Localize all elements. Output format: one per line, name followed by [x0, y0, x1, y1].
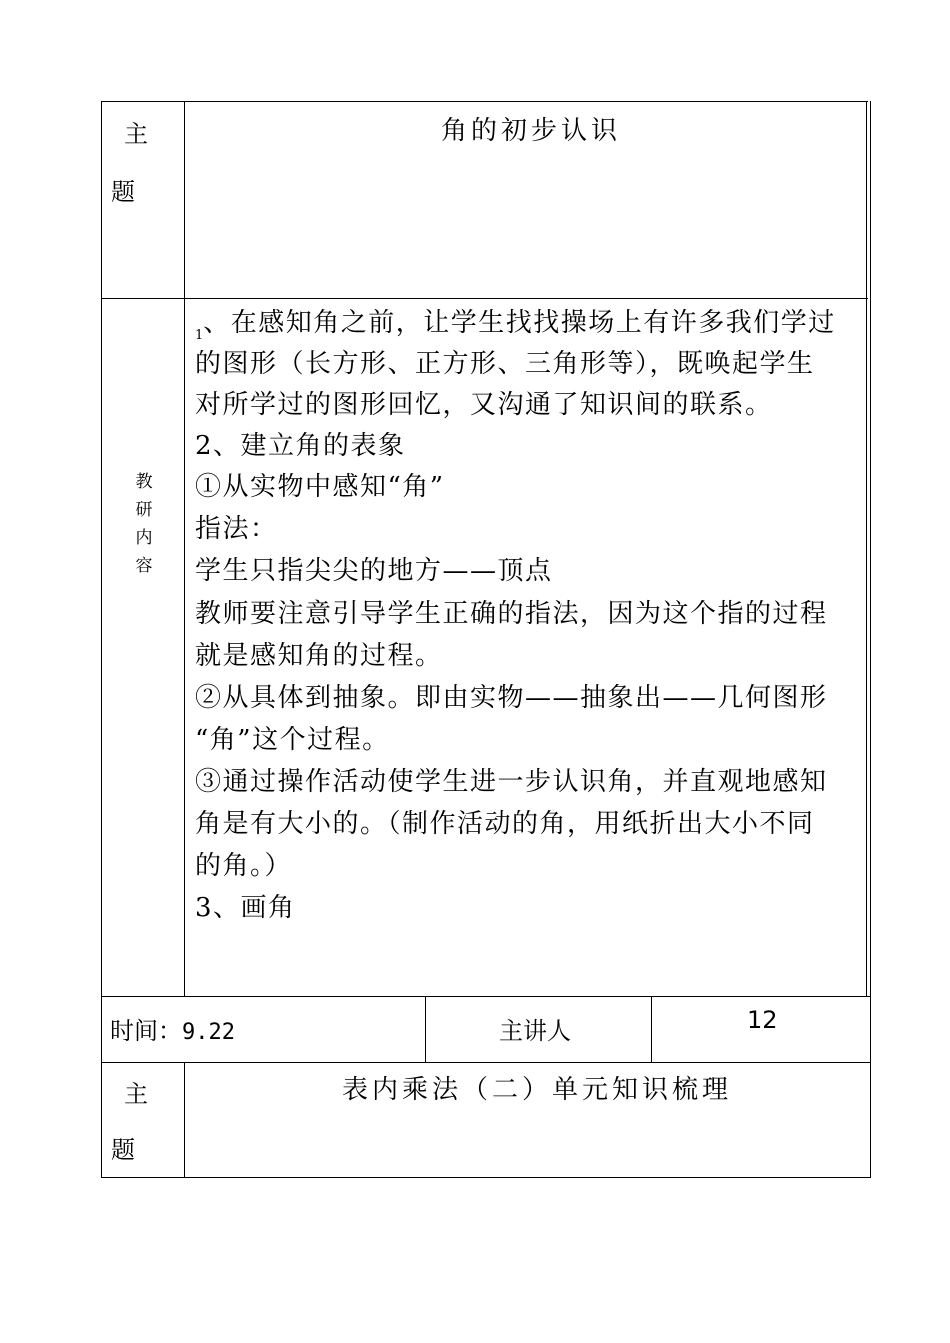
table-border-top [101, 101, 868, 102]
label-column-divider-bottom [184, 1062, 185, 1178]
time-speaker-divider [425, 996, 426, 1063]
content-line: ①从实物中感知“角” [195, 472, 445, 502]
content-line: 角是有大小的。（制作活动的角，用纸折出大小不同 [195, 809, 815, 839]
topic-label-bottom-2: 题 [111, 1136, 135, 1164]
topic-label-top-2: 主 [124, 1080, 148, 1108]
content-line: 学生只指尖尖的地方——顶点 [195, 556, 553, 586]
content-line: 3、画角 [195, 893, 296, 923]
research-content-label [130, 468, 158, 580]
table-border-bottom [101, 1177, 870, 1178]
content-line: 对所学过的图形回忆，又沟通了知识间的联系。 [195, 390, 773, 420]
research-label-char: 容 [135, 556, 153, 576]
content-line: 教师要注意引导学生正确的指法，因为这个指的过程 [195, 599, 828, 629]
topic-title-2: 表内乘法（二）单元知识梳理 [342, 1075, 733, 1105]
content-line: “角”这个过程。 [195, 725, 390, 755]
speaker-label: 主讲人 [499, 1017, 571, 1045]
row-divider-time [101, 1062, 870, 1063]
topic-title: 角的初步认识 [441, 116, 622, 146]
time-value: 9.22 [182, 1020, 235, 1045]
content-line: 的图形（长方形、正方形、三角形等），既唤起学生 [195, 349, 815, 379]
row-divider-topic [101, 298, 868, 299]
content-line: ③通过操作活动使学生进一步认识角，并直观地感知 [195, 767, 828, 797]
research-label-char: 教 [135, 472, 153, 492]
topic-label-top: 主 [124, 120, 148, 148]
table-border-right-outer [870, 101, 871, 1178]
content-line: 2、建立角的表象 [195, 431, 406, 461]
table-border-right-inner [866, 101, 867, 997]
list-number: 1 [195, 328, 204, 343]
research-label-char: 研 [135, 500, 153, 520]
speaker-value: 12 [747, 1006, 778, 1034]
content-line-text: 、在感知角之前，让学生找找操场上有许多我们学过 [203, 308, 836, 338]
content-line: 指法： [195, 514, 278, 544]
label-column-divider-top [184, 101, 185, 997]
speaker-value-divider [651, 996, 652, 1063]
time-field [110, 1011, 235, 1046]
time-label: 时间： [110, 1017, 182, 1045]
table-border-left [101, 101, 102, 1178]
content-line [195, 302, 836, 343]
content-line: ②从具体到抽象。即由实物——抽象出——几何图形 [195, 683, 828, 713]
research-label-char: 内 [135, 528, 153, 548]
content-line: 就是感知角的过程。 [195, 641, 443, 671]
row-divider-content [101, 996, 870, 997]
topic-label-bottom: 题 [111, 178, 135, 206]
content-line: 的角。） [195, 851, 293, 881]
